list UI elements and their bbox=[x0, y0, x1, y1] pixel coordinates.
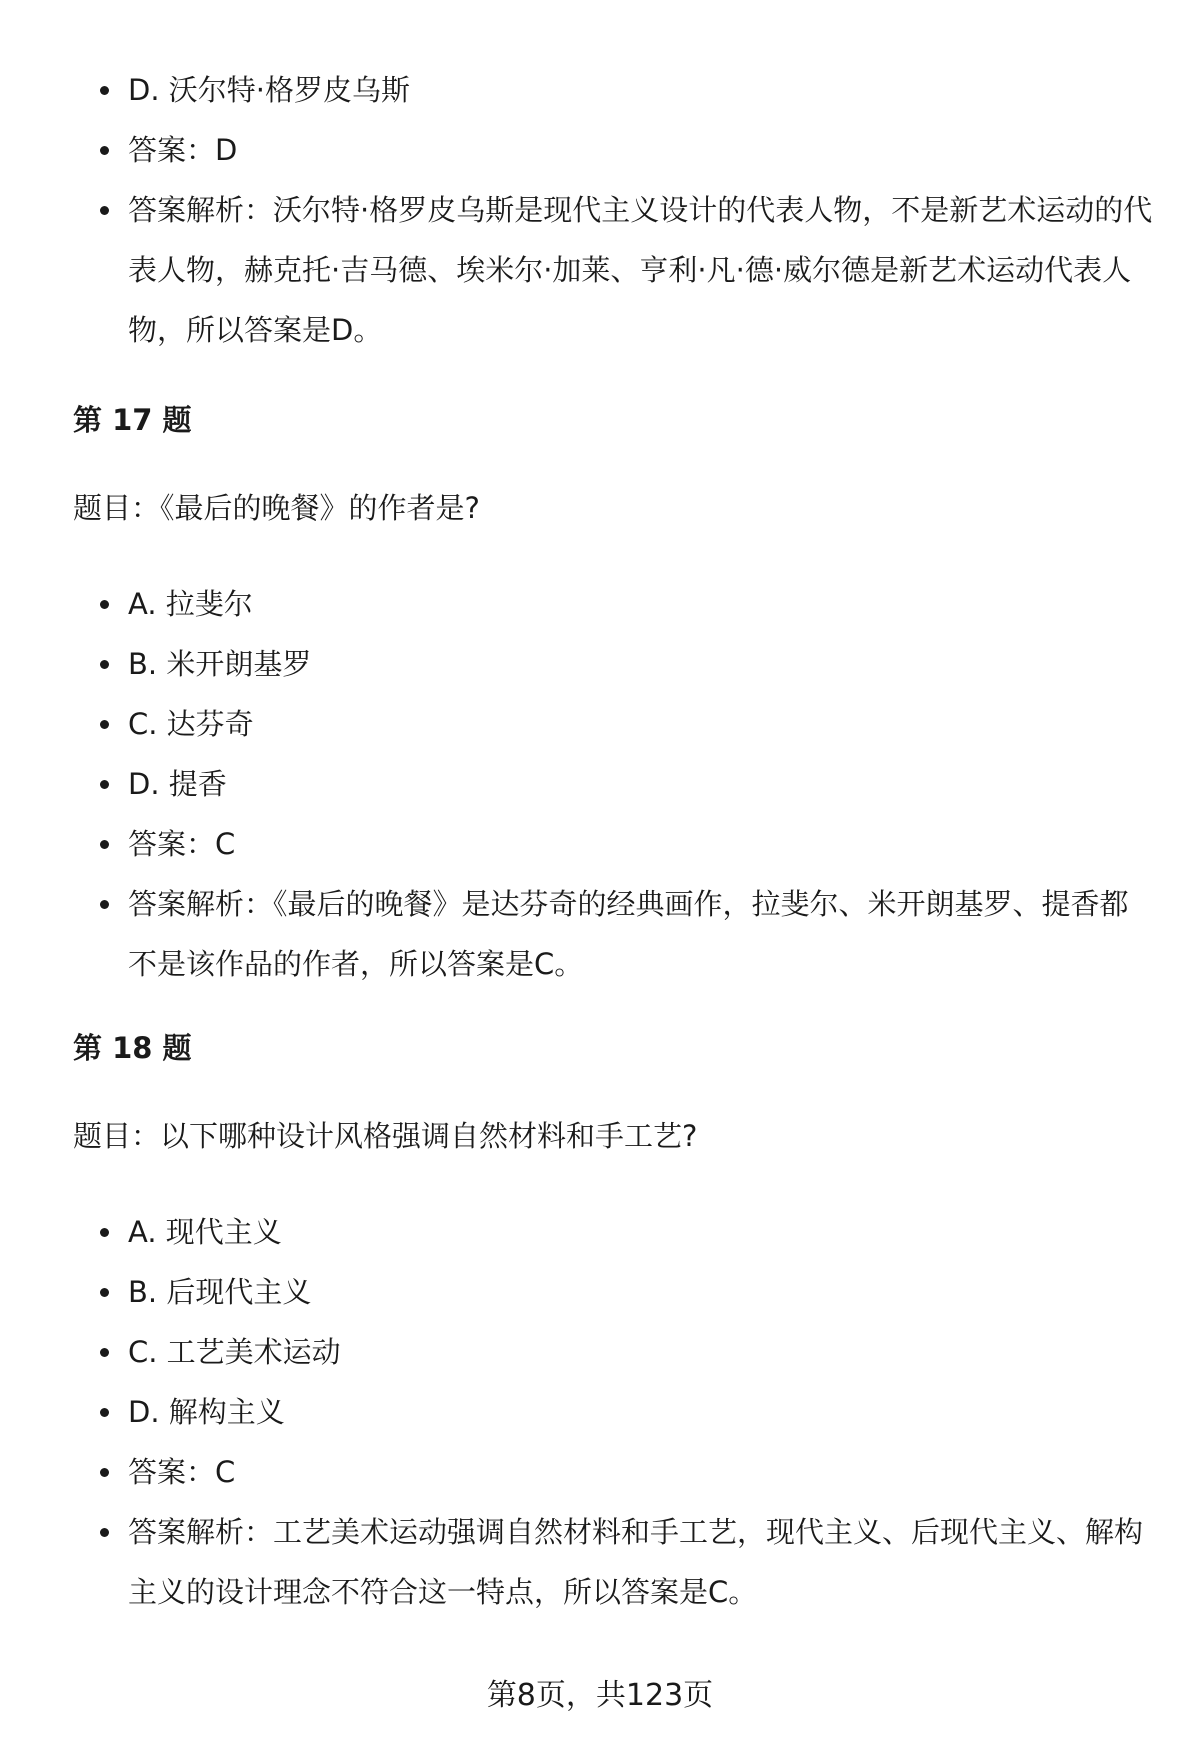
option-c: C. 工艺美术运动 bbox=[73, 1322, 1153, 1382]
page-number-footer: 第8页，共123页 bbox=[486, 1678, 714, 1713]
answer-explanation: 答案解析：沃尔特·格罗皮乌斯是现代主义设计的代表人物，不是新艺术运动的代表人物，赫克托·吉马德、埃米尔·加莱、亨利·凡·德·威尔德是新艺术运动代表人物，所以答案是D。 bbox=[73, 180, 1153, 360]
answer: 答案：C bbox=[73, 1442, 1153, 1502]
question-stem: 题目：以下哪种设计风格强调自然材料和手工艺? bbox=[73, 1119, 698, 1153]
option-a: A. 拉斐尔 bbox=[73, 574, 1153, 634]
question-heading: 第 17 题 bbox=[73, 403, 192, 437]
option-b: B. 后现代主义 bbox=[73, 1262, 1153, 1322]
option-d: D. 提香 bbox=[73, 754, 1153, 814]
option-a: A. 现代主义 bbox=[73, 1202, 1153, 1262]
option-d: D. 沃尔特·格罗皮乌斯 bbox=[73, 60, 1153, 120]
document-page bbox=[73, 60, 1153, 1622]
prev-question-list bbox=[73, 60, 1153, 360]
answer: 答案：D bbox=[73, 120, 1153, 180]
answer-explanation: 答案解析：工艺美术运动强调自然材料和手工艺，现代主义、后现代主义、解构主义的设计理念不符合这一特点，所以答案是C。 bbox=[73, 1502, 1153, 1622]
question-options-list bbox=[73, 1202, 1153, 1622]
answer-explanation: 答案解析：《最后的晚餐》是达芬奇的经典画作，拉斐尔、米开朗基罗、提香都不是该作品的作者，所以答案是C。 bbox=[73, 874, 1153, 994]
option-c: C. 达芬奇 bbox=[73, 694, 1153, 754]
option-b: B. 米开朗基罗 bbox=[73, 634, 1153, 694]
question-stem: 题目：《最后的晚餐》的作者是? bbox=[73, 491, 480, 525]
option-d: D. 解构主义 bbox=[73, 1382, 1153, 1442]
question-heading: 第 18 题 bbox=[73, 1031, 192, 1065]
answer: 答案：C bbox=[73, 814, 1153, 874]
question-options-list bbox=[73, 574, 1153, 994]
